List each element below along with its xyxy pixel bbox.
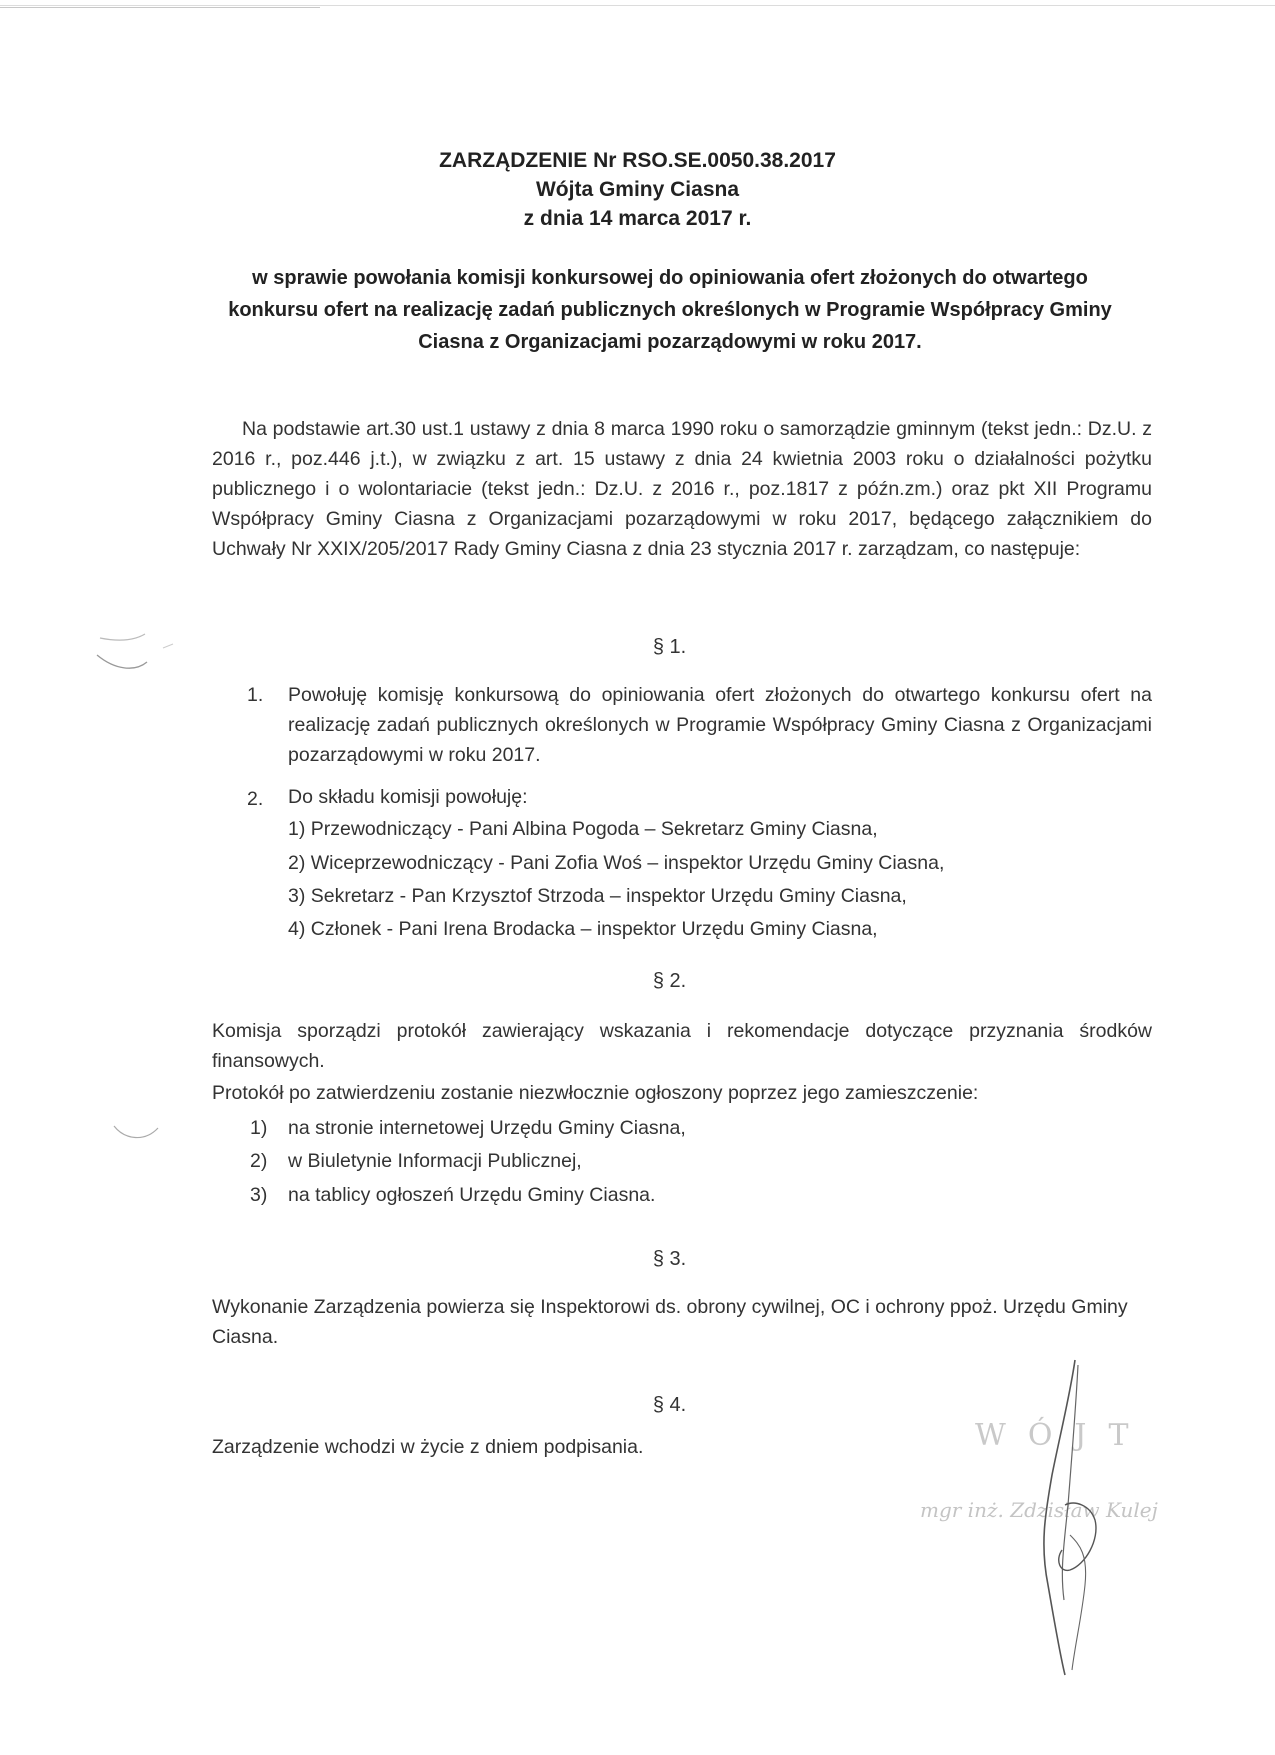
- section-1-item-2-text: Do składu komisji powołuję:: [288, 786, 528, 808]
- section-4-text: Zarządzenie wchodzi w życie z dniem podpisania.: [212, 1436, 644, 1458]
- section-3-heading: § 3.: [652, 1248, 687, 1270]
- commission-member: 1) Przewodniczący - Pani Albina Pogoda – Sekretarz Gminy Ciasna,: [288, 818, 878, 840]
- section-1-item-2-number: 2.: [247, 788, 264, 810]
- document-title: ZARZĄDZENIE Nr RSO.SE.0050.38.2017: [439, 149, 836, 172]
- publication-item-number: 2): [250, 1150, 268, 1172]
- margin-mark: [110, 1118, 170, 1148]
- document-issuer: Wójta Gminy Ciasna: [535, 178, 740, 201]
- commission-member: 2) Wiceprzewodniczący - Pani Zofia Woś – inspektor Urzędu Gminy Ciasna,: [288, 852, 945, 874]
- commission-member: 4) Członek - Pani Irena Brodacka – inspektor Urzędu Gminy Ciasna,: [288, 918, 878, 940]
- section-1-item-1-text: Powołuję komisję konkursową do opiniowania ofert złożonych do otwartego konkursu ofert na realizację zadań publicznych określonych w Programie Współpracy Gminy Ciasna z Organizacjami pozarządowymi w roku 2017.: [288, 684, 1152, 766]
- publication-item: na stronie internetowej Urzędu Gminy Ciasna,: [288, 1117, 686, 1139]
- publication-item: na tablicy ogłoszeń Urzędu Gminy Ciasna.: [288, 1184, 656, 1206]
- stamp-title: WÓJT: [975, 1418, 1151, 1453]
- publication-item-number: 1): [250, 1117, 268, 1139]
- document-subject: w sprawie powołania komisji konkursowej do opiniowania ofert złożonych do otwartego konkursu ofert na realizację zadań publicznych określonych w Programie Współpracy Gminy Ciasna z Organizacjami pozarządowymi w roku 2017.: [228, 267, 1112, 353]
- section-3-text: Wykonanie Zarządzenia powierza się Inspektorowi ds. obrony cywilnej, OC i ochrony ppoż. Urzędu Gminy Ciasna.: [212, 1296, 1128, 1348]
- publication-item: w Biuletynie Informacji Publicznej,: [288, 1150, 582, 1172]
- document-date: z dnia 14 marca 2017 r.: [523, 207, 752, 230]
- section-4-heading: § 4.: [652, 1394, 687, 1416]
- section-1-item-1-number: 1.: [247, 684, 264, 706]
- preamble: Na podstawie art.30 ust.1 ustawy z dnia 8 marca 1990 roku o samorządzie gminnym (tekst jedn.: Dz.U. z 2016 r., poz.446 j.t.), w związku z art. 15 ustawy z dnia 24 kwietnia 2003 roku o działalności pożytku publicznego i o wolontariacie (tekst jedn.: Dz.U. z 2016 r., poz.1817 z późn.zm.) oraz pkt XII Programu Współpracy Gminy Ciasna z Organizacjami pozarządowymi w roku 2017, będącego załącznikiem do Uchwały Nr XXIX/205/2017 Rady Gminy Ciasna z dnia 23 stycznia 2017 r. zarządzam, co następuje:: [212, 418, 1152, 560]
- publication-item-number: 3): [250, 1184, 268, 1206]
- scan-edge-line: [0, 5, 1275, 6]
- section-2-heading: § 2.: [652, 970, 687, 992]
- section-1-heading: § 1.: [652, 636, 687, 658]
- scan-edge-line: [0, 7, 320, 8]
- commission-member: 3) Sekretarz - Pan Krzysztof Strzoda – inspektor Urzędu Gminy Ciasna,: [288, 885, 907, 907]
- section-2-text-1: Komisja sporządzi protokół zawierający wskazania i rekomendacje dotyczące przyznania środków finansowych.: [212, 1020, 1152, 1072]
- handwritten-signature: [1030, 1355, 1140, 1685]
- margin-mark: [95, 630, 185, 680]
- stamp-name: mgr inż. Zdzisław Kulej: [920, 1498, 1158, 1522]
- section-2-text-2: Protokół po zatwierdzeniu zostanie niezwłocznie ogłoszony poprzez jego zamieszczenie:: [212, 1082, 979, 1104]
